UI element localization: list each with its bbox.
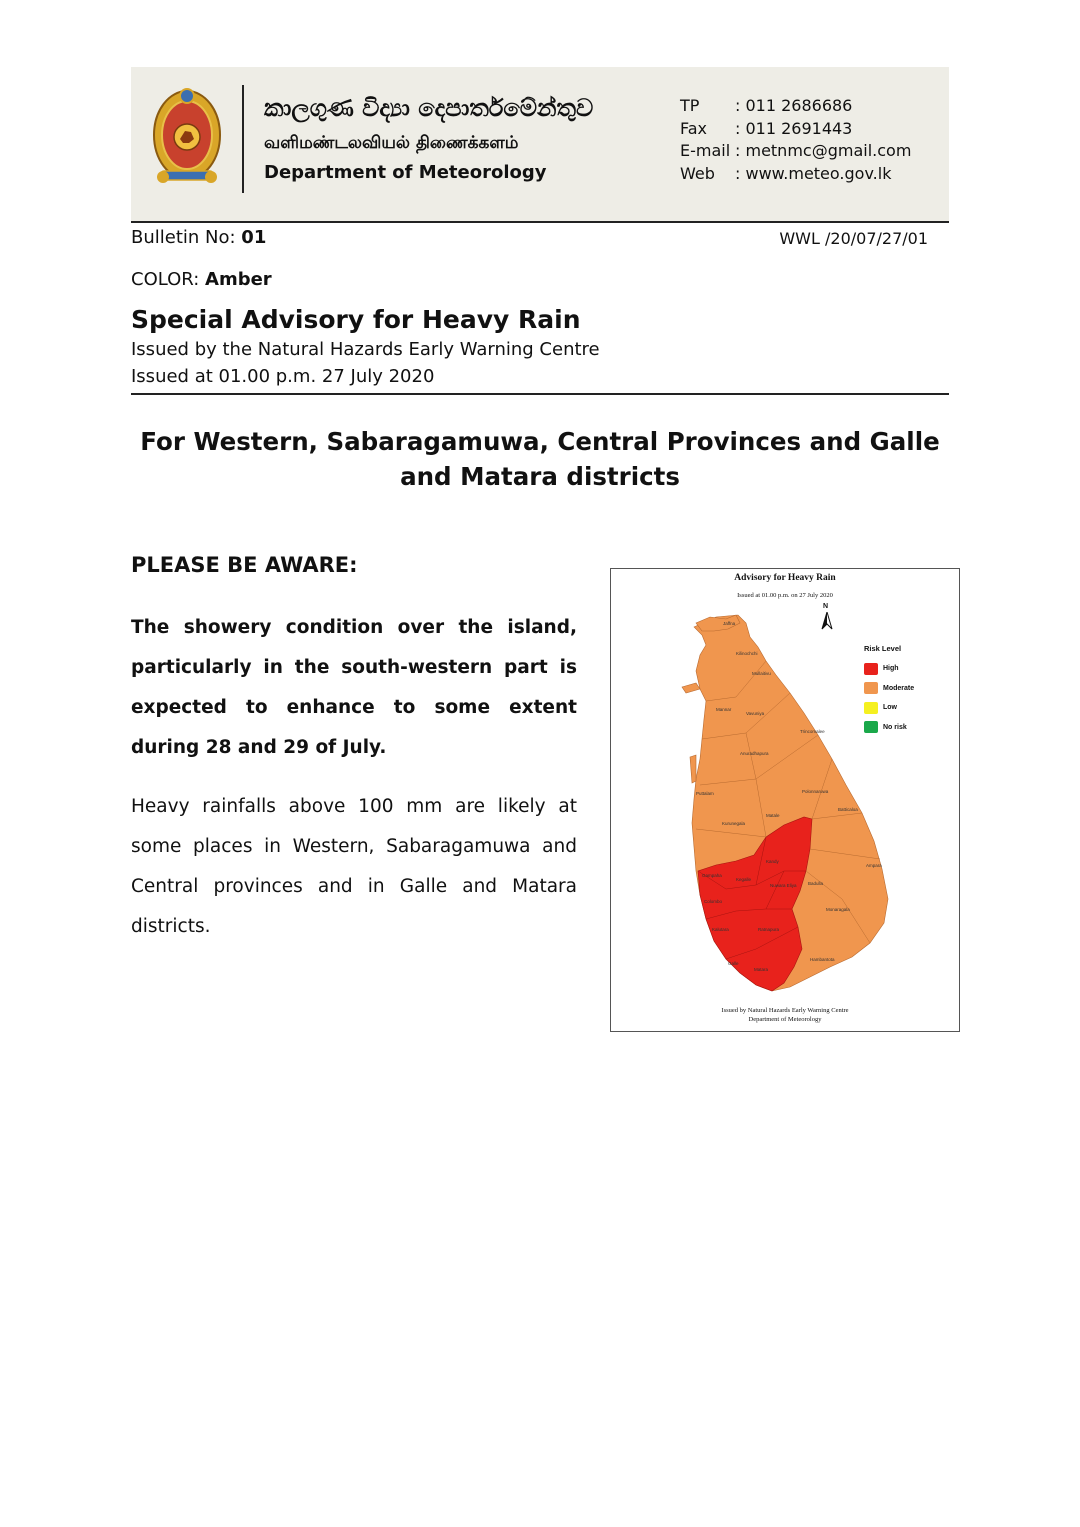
contact-value[interactable]: : metnmc@gmail.com — [735, 141, 912, 160]
contact-fax — [680, 118, 911, 141]
color-label: COLOR: — [131, 269, 206, 290]
contact-key: TP — [680, 96, 700, 115]
map-subtitle: Issued at 01.00 p.m. on 27 July 2020 — [737, 592, 833, 599]
district-label: Mullaitivu — [752, 671, 771, 676]
contact-email — [680, 140, 911, 163]
contact-web — [680, 163, 911, 186]
district-label: Gampaha — [702, 873, 722, 878]
district-label: Puttalam — [696, 791, 714, 796]
legend-label: Low — [883, 704, 897, 712]
district-label: Ampara — [866, 863, 882, 868]
contact-key: Web — [680, 163, 715, 183]
alert-color — [131, 269, 272, 290]
contact-value: : 011 2686686 — [735, 96, 853, 115]
district-label: Mannar — [716, 707, 732, 712]
district-label: Matara — [754, 967, 769, 972]
district-label: Kalutara — [712, 927, 729, 932]
contact-key: E-mail — [680, 141, 731, 160]
map-footer-issuer: Issued by Natural Hazards Early Warning Centre — [721, 1007, 849, 1014]
district-label: Hambantota — [810, 957, 835, 962]
map-footer-department: Department of Meteorology — [748, 1016, 822, 1023]
map-title: Advisory for Heavy Rain — [734, 573, 836, 583]
color-value: Amber — [205, 269, 272, 290]
dept-name-tamil: வளிமண்டலவியல் திணைக்களம் — [264, 133, 519, 153]
bulletin-reference: WWL /20/07/27/01 — [779, 229, 928, 248]
mannar-island — [682, 683, 700, 693]
aware-heading: PLEASE BE AWARE: — [131, 553, 358, 577]
district-label: Polonnaruwa — [802, 789, 829, 794]
advisory-title: Special Advisory for Heavy Rain — [131, 305, 581, 334]
district-label: Kegalle — [736, 877, 752, 882]
legend-title: Risk Level — [864, 644, 902, 653]
district-label: Matale — [766, 813, 780, 818]
header-divider — [242, 85, 244, 193]
district-label: Badulla — [808, 881, 824, 886]
district-label: Anuradhapura — [740, 751, 769, 756]
district-label: Kilinochchi — [736, 651, 758, 656]
district-label: Batticaloa — [838, 807, 858, 812]
bulletin-number — [131, 227, 266, 248]
district-label: Vavuniya — [746, 711, 765, 716]
national-emblem-icon — [151, 85, 223, 209]
district-label: Kurunegala — [722, 821, 746, 826]
issued-by: Issued by the Natural Hazards Early Warning Centre — [131, 339, 600, 360]
legend-label: Moderate — [883, 684, 915, 692]
kalpitiya-strip — [690, 755, 696, 783]
contact-value[interactable]: : www.meteo.gov.lk — [735, 163, 892, 183]
district-label: Jaffna — [723, 621, 736, 626]
contact-key: Fax — [680, 118, 708, 138]
contact-phone — [680, 95, 911, 118]
advisory-paragraph-2: Heavy rainfalls above 100 mm are likely at some places in Western, Sabaragamuwa and Central provinces and in Galle and Matara districts. — [131, 796, 577, 937]
risk-map — [610, 568, 960, 1032]
contact-value: : 011 2691443 — [735, 118, 853, 138]
sri-lanka-map — [666, 609, 906, 999]
district-label: Monaragala — [826, 907, 850, 912]
dept-name-english: Department of Meteorology — [264, 162, 547, 183]
district-label: Ratnapura — [758, 927, 780, 932]
advisory-paragraph-1: The showery condition over the island, particularly in the south-western part is expected to enhance to some extent during 28 and 29 of July. — [131, 617, 577, 758]
letterhead — [131, 67, 949, 223]
legend-label: High — [883, 665, 899, 673]
north-label: N — [823, 603, 829, 610]
district-label: Kandy — [766, 859, 779, 864]
title-divider — [131, 393, 949, 395]
district-label: Galle — [728, 961, 739, 966]
issued-at: Issued at 01.00 p.m. 27 July 2020 — [131, 366, 435, 387]
bulletin-label: Bulletin No: — [131, 227, 242, 248]
region-heading: For Western, Sabaragamuwa, Central Provinces and Galle and Matara districts — [140, 427, 940, 491]
legend-label: No risk — [883, 723, 907, 731]
district-label: Trincomalee — [800, 729, 825, 734]
district-label: Colombo — [704, 899, 723, 904]
dept-name-sinhala: කාලගුණ විද්‍යා දෙපාර්තමේන්තුව — [264, 93, 594, 122]
district-label: Nuwara Eliya — [770, 883, 797, 888]
contact-block — [680, 95, 911, 185]
bulletin-value: 01 — [241, 227, 267, 248]
